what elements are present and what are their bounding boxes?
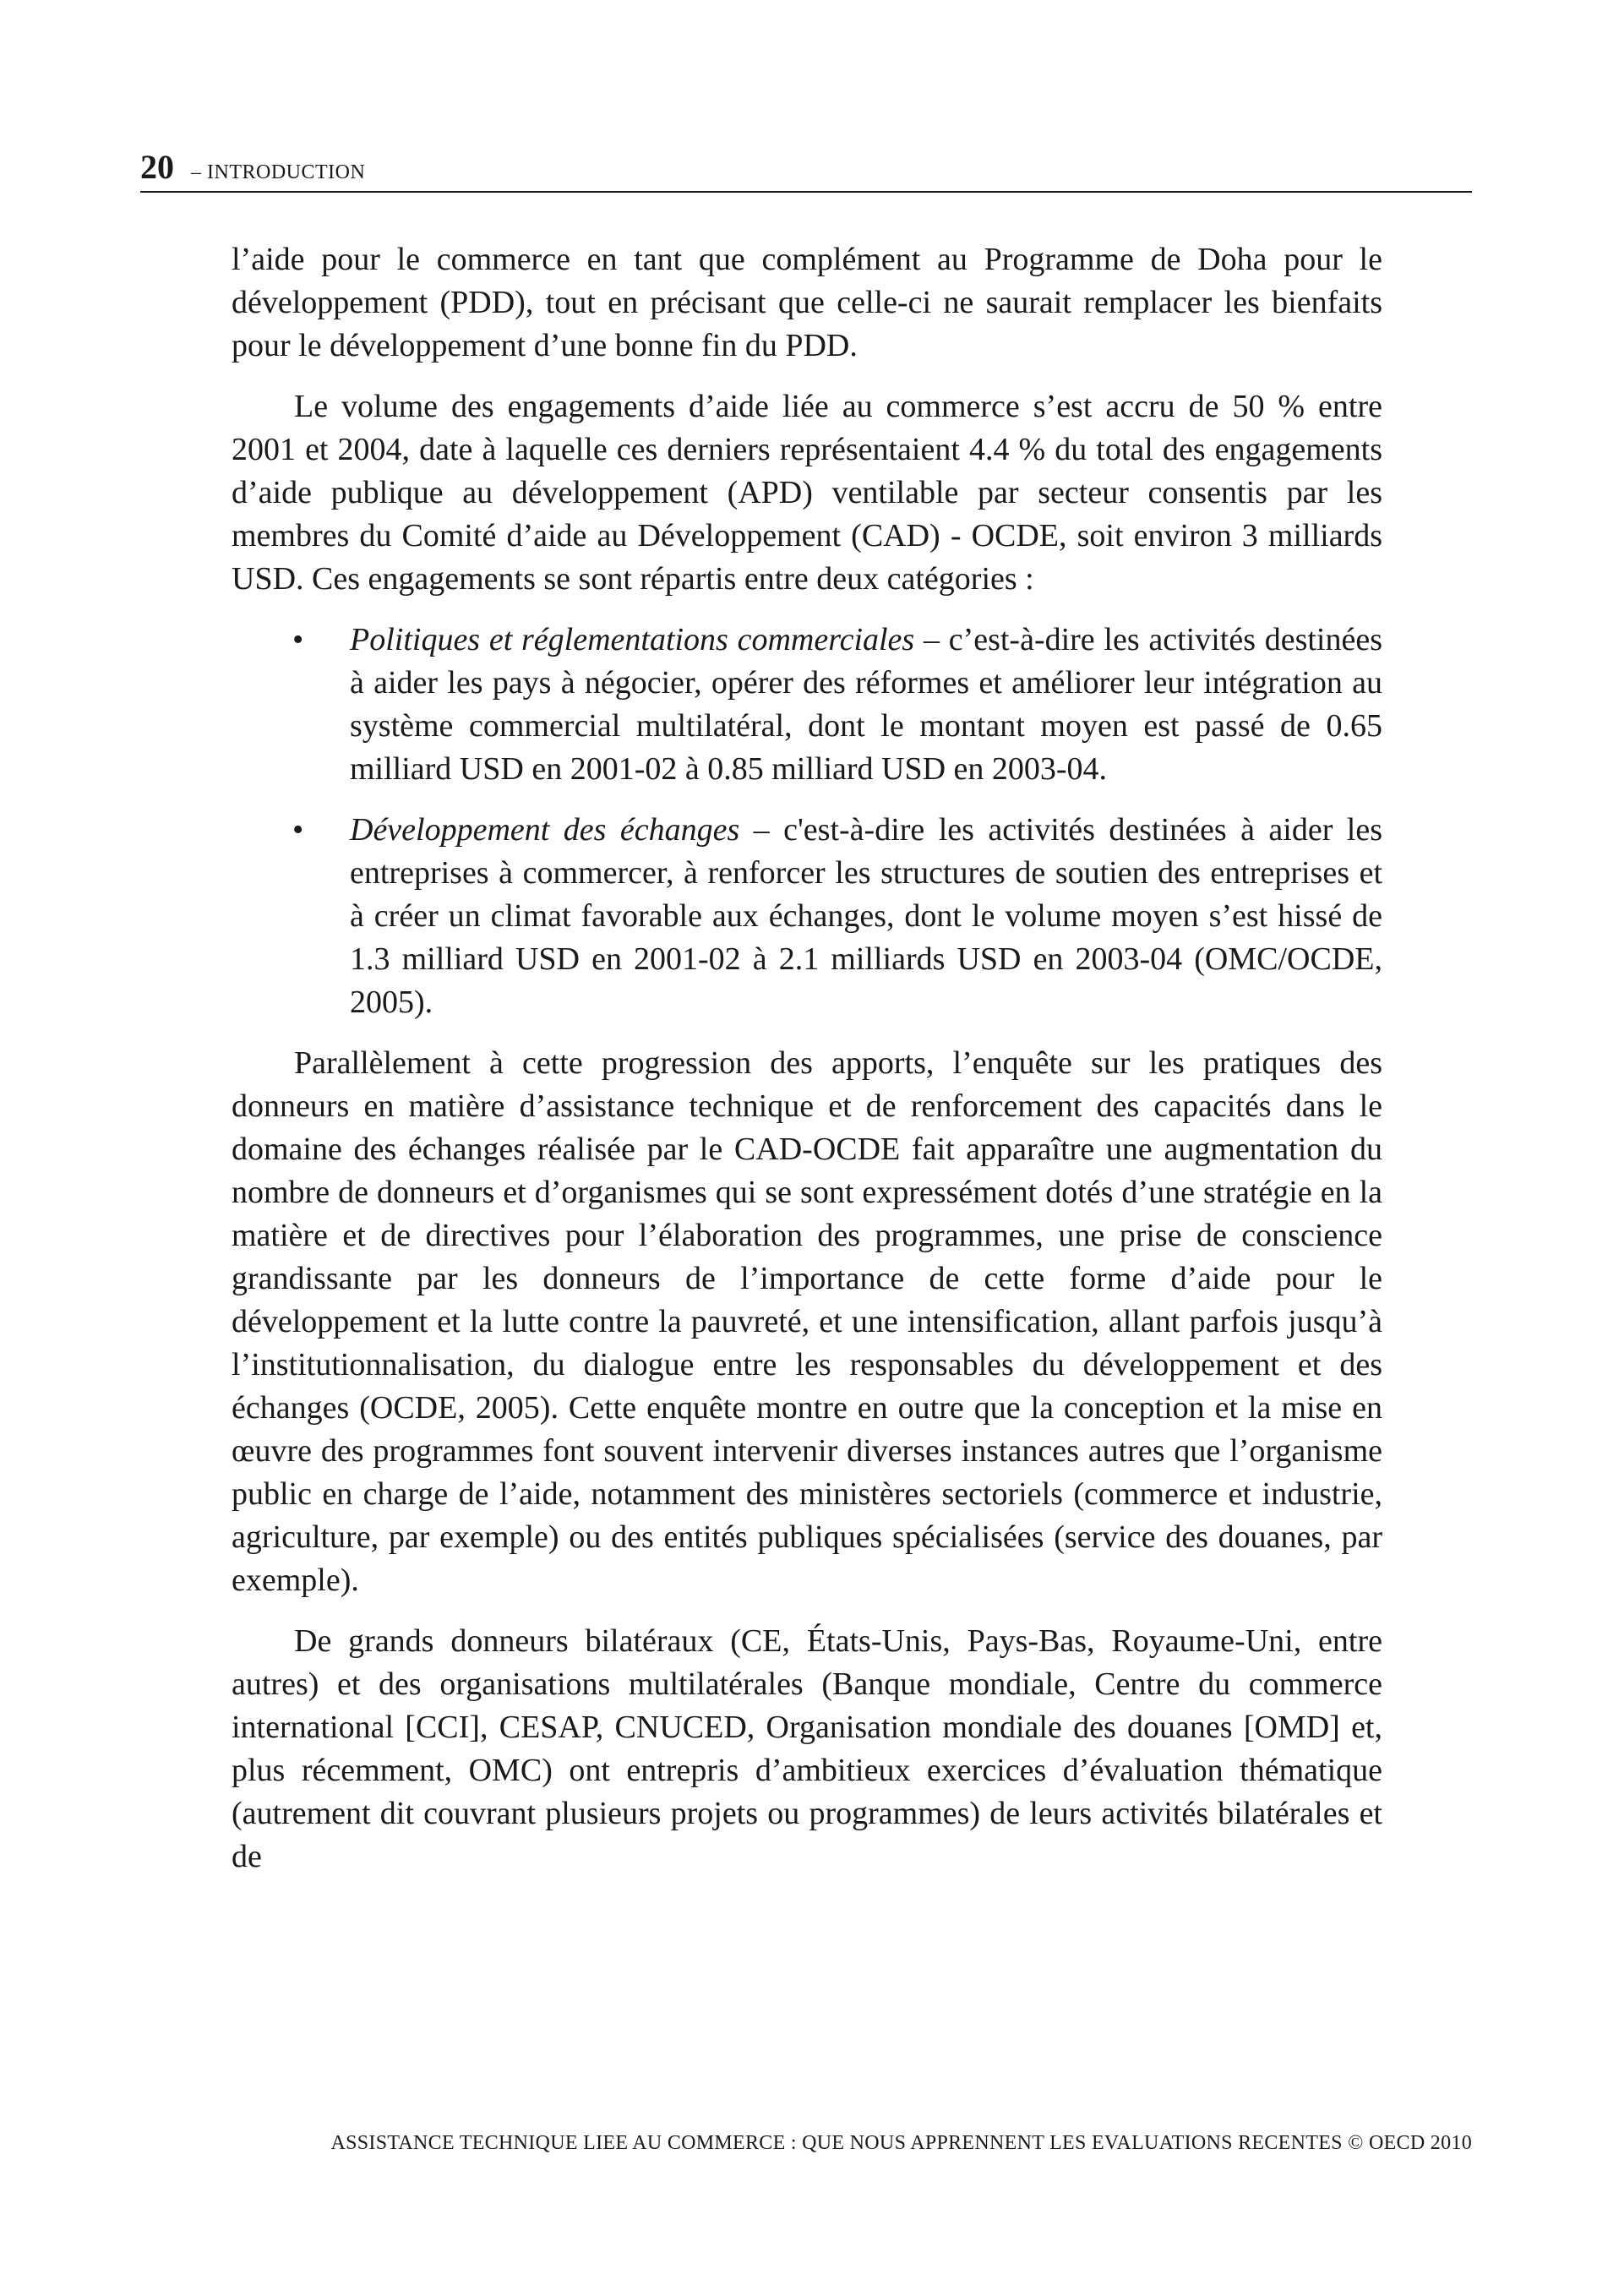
bullet-item-politiques	[232, 619, 1382, 791]
bullet-marker: •	[292, 812, 304, 848]
paragraph-donneurs: De grands donneurs bilatéraux (CE, États-Unis, Pays-Bas, Royaume-Uni, entre autres) et des organisations multilatérales (Banque mondiale, Centre du commerce international [CCI], CESAP, CNUCED, Organisation mondiale des douanes [OMD] et, plus récemment, OMC) ont entrepris d’ambitieux exercices d’évaluation thématique (autrement dit couvrant plusieurs projets ou programmes) de leurs activités bilatérales et de	[232, 1623, 1382, 1874]
paragraph-engagements: Le volume des engagements d’aide liée au commerce s’est accru de 50 % entre 2001 et 2004, date à laquelle ces derniers représentaient 4.4 % du total des engagements d’aide publique au développement (APD) ventilable par secteur consentis par les membres du Comité d’aide au Développement (CAD) - OCDE, soit environ 3 milliards USD. Ces engagements se sont répartis entre deux catégories :	[232, 389, 1382, 597]
section-title: – INTRODUCTION	[191, 161, 366, 183]
bullet-term: Politiques et réglementations commerciales	[350, 622, 915, 657]
bullet-text: – c'est-à-dire les activités destinées à aider les entreprises à commercer, à renforcer les structures de soutien des entreprises et à créer un climat favorable aux échanges, dont le volume moyen s’est hissé de 1.3 milliard USD en 2001-02 à 2.1 milliards USD en 2003-04 (OMC/OCDE, 2005).	[350, 812, 1382, 1020]
body-text	[232, 238, 1382, 1896]
bullet-term: Développement des échanges	[350, 812, 740, 848]
bullet-item-developpement	[232, 809, 1382, 1024]
bullet-text: – c’est-à-dire les activités destinées à aider les pays à négocier, opérer des réformes et améliorer leur intégration au système commercial multilatéral, dont le montant moyen est passé de 0.65 milliard USD en 2001-02 à 0.85 milliard USD en 2003-04.	[350, 622, 1383, 787]
bullet-list	[232, 619, 1382, 1024]
page-number: 20	[140, 148, 174, 186]
running-footer: ASSISTANCE TECHNIQUE LIEE AU COMMERCE : QUE NOUS APPRENNENT LES EVALUATIONS RECENTES © OECD 2010	[330, 2132, 1472, 2154]
bullet-marker: •	[292, 622, 304, 657]
paragraph-continuation: l’aide pour le commerce en tant que complément au Programme de Doha pour le développement (PDD), tout en précisant que celle-ci ne saurait remplacer les bienfaits pour le développement d’une bonne fin du PDD.	[232, 242, 1382, 363]
paragraph-parallelement: Parallèlement à cette progression des apports, l’enquête sur les pratiques des donneurs en matière d’assistance technique et de renforcement des capacités dans le domaine des échanges réalisée par le CAD-OCDE fait apparaître une augmentation du nombre de donneurs et d’organismes qui se sont expressément dotés d’une stratégie en la matière et de directives pour l’élaboration des programmes, une prise de conscience grandissante par les donneurs de l’importance de cette forme d’aide pour le développement et la lutte contre la pauvreté, et une intensification, allant parfois jusqu’à l’institutionnalisation, du dialogue entre les responsables du développement et des échanges (OCDE, 2005). Cette enquête montre en outre que la conception et la mise en œuvre des programmes font souvent intervenir diverses instances autres que l’organisme public en charge de l’aide, notamment des ministères sectoriels (commerce et industrie, agriculture, par exemple) ou des entités publiques spécialisées (service des douanes, par exemple).	[232, 1045, 1382, 1598]
running-header	[140, 142, 1472, 193]
